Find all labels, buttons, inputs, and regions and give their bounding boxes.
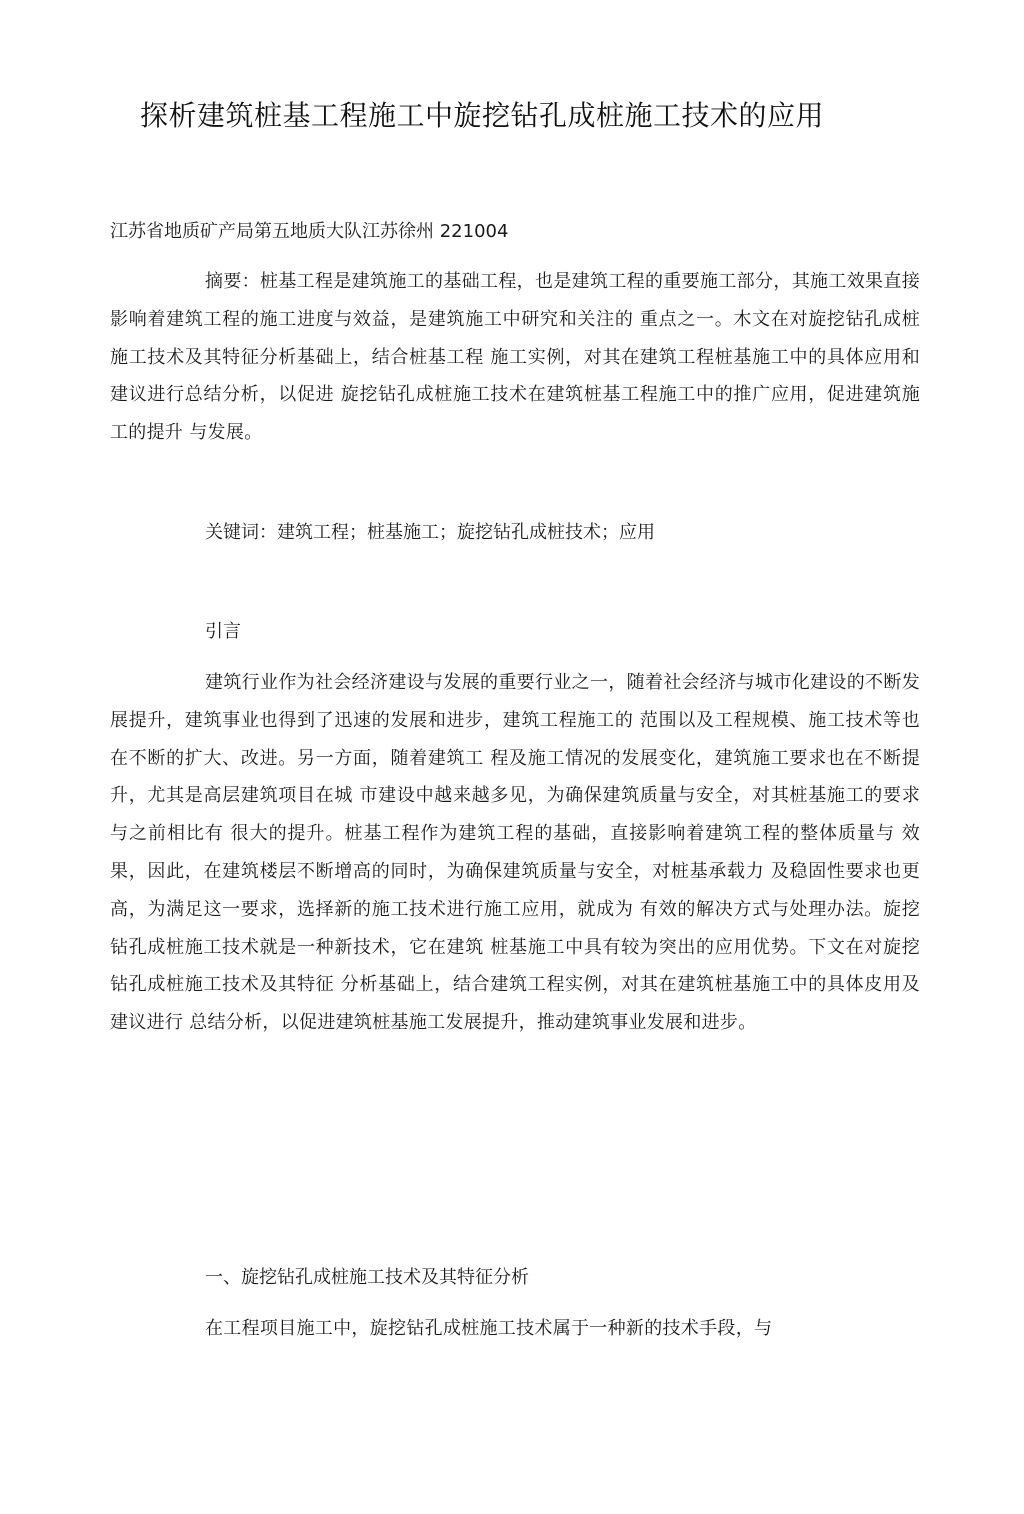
introduction-heading: 引言 <box>205 621 241 642</box>
section-1-paragraph: 在工程项目施工中，旋挖钻孔成桩施工技术属于一种新的技术手段，与 <box>205 1318 773 1339</box>
document-title: 探析建筑桩基工程施工中旋挖钻孔成桩施工技术的应用 <box>140 99 825 132</box>
introduction-paragraph: 建筑行业作为社会经济建设与发展的重要行业之一，随着社会经济与城市化建设的不断发展提升，建筑事业也得到了迅速的发展和进步，建筑工程施工的 范围以及工程规模、施工技术等也在不断的扩大、改进。另一方面，随着建筑工 程及施工情况的发展变化，建筑施工要求也在不断提升，尤其是高层建筑项目在城 市建设中越来越多见，为确保建筑质量与安全，对其桩基施工的要求与之前相比有 很大的提升。桩基工程作为建筑工程的基础，直接影响着建筑工程的整体质量与 效果，因此，在建筑楼层不断增高的同时，为确保建筑质量与安全，对桩基承载力 及稳固性要求也更高，为满足这一要求，选择新的施工技术进行施工应用，就成为 有效的解决方式与处理办法。旋挖钻孔成桩施工技术就是一种新技术，它在建筑 桩基施工中具有较为突出的应用优势。下文在对旋挖钻孔成桩施工技术及其特征 分析基础上，结合建筑工程实例，对其在建筑桩基施工中的具体皮用及建议进行 总结分析，以促进建筑桩基施工发展提升，推动建筑事业发展和进步。 <box>110 672 920 1034</box>
section-1-heading: 一、旋挖钻孔成桩施工技术及其特征分析 <box>205 1267 529 1288</box>
abstract-paragraph: 摘要：桩基工程是建筑施工的基础工程，也是建筑工程的重要施工部分，其施工效果直接影响着建筑工程的施工进度与效益，是建筑施工中研究和关注的 重点之一。木文在对旋挖钻孔成桩施工技术及其特征分析基础上，结合桩基工程 施工实例，对其在建筑工程桩基施工中的具体应用和建议进行总结分析，以促进 旋挖钻孔成桩施工技术在建筑桩基工程施工中的推广应用，促进建筑施工的提升 与发展。 <box>110 271 920 444</box>
keywords-line: 关键词：建筑工程；桩基施工；旋挖钻孔成桩技术；应用 <box>205 522 655 543</box>
author-affiliation: 江苏省地质矿产局第五地质大队江苏徐州 221004 <box>110 221 509 242</box>
